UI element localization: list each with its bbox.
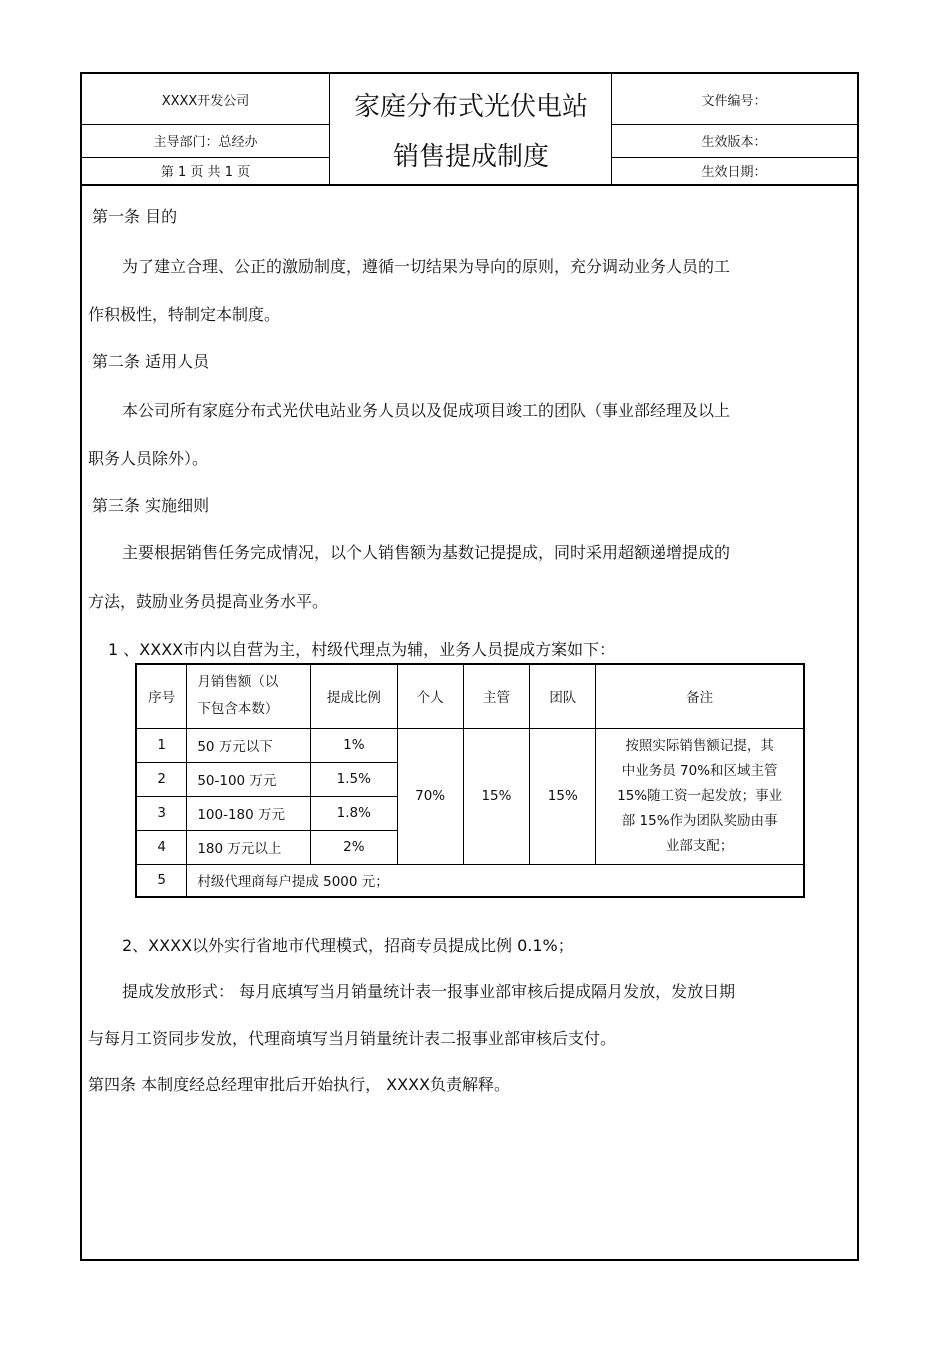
header-sales-line1: 月销售额（以 [197,674,279,691]
remark-line: 15%随工资一起发放；事业 [617,787,783,804]
header-team: 团队 [530,664,596,728]
remark-line: 业部支配； [665,837,734,854]
article-4-text: 第四条 本制度经总经理审批后开始执行， XXXX负责解释。 [88,1075,511,1094]
header-remark: 备注 [596,664,804,728]
header-rate: 提成比例 [310,664,397,728]
row-sales: 180 万元以上 [187,830,311,864]
remark-line: 按照实际销售额记提，其 [625,737,774,754]
header-sales-line2: 下包含本数） [197,701,279,718]
document-header [82,74,857,186]
team-share: 15% [530,728,596,864]
header-no: 序号 [136,664,187,728]
page-info: 第 1 页 共 1 页 [160,164,251,180]
row-sales: 100-180 万元 [187,796,311,830]
row-rate: 1% [310,728,397,762]
payment-paragraph: 提成发放形式： 每月底填写当月销量统计表一报事业部审核后提成隔月发放，发放日期 [122,982,736,1001]
article-1-heading: 第一条 目的 [92,207,178,226]
table-row [136,864,804,897]
row-no: 4 [136,830,187,864]
row-sales: 50-100 万元 [187,762,311,796]
header-personal: 个人 [397,664,463,728]
remark-line: 部 15%作为团队奖励由事 [621,812,778,829]
article-2-paragraph-cont: 职务人员除外）。 [88,449,209,468]
remark-line: 中业务员 70%和区域主管 [621,762,778,779]
header-sales [187,664,311,728]
department: 主导部门：总经办 [153,135,258,150]
personal-share: 70% [397,728,463,864]
item-2-text: 2、XXXX以外实行省地市代理模式，招商专员提成比例 0.1%； [122,936,574,955]
document-title-line2: 销售提成制度 [392,142,549,172]
row-no: 5 [136,864,187,897]
article-2-heading: 第二条 适用人员 [92,352,210,371]
commission-table [135,663,805,898]
remark-cell [596,728,804,864]
row-rate: 1.5% [310,762,397,796]
table-row [136,728,804,762]
supervisor-share: 15% [463,728,530,864]
company-name: XXXX开发公司 [161,93,250,109]
row-no: 3 [136,796,187,830]
row-sales: 50 万元以下 [187,728,311,762]
article-1-paragraph: 为了建立合理、公正的激励制度，遵循一切结果为导向的原则，充分调动业务人员的工 [122,257,731,276]
document-title-line1: 家庭分布式光伏电站 [353,92,588,122]
article-3-heading: 第三条 实施细则 [92,496,210,515]
document-frame [80,72,859,1261]
article-3-paragraph-cont: 方法，鼓励业务员提高业务水平。 [88,592,329,611]
row-no: 2 [136,762,187,796]
row-rate: 2% [310,830,397,864]
article-2-paragraph: 本公司所有家庭分布式光伏电站业务人员以及促成项目竣工的团队（事业部经理及以上 [122,401,731,420]
doc-number-label: 文件编号： [701,93,767,109]
table-header-row [136,664,804,728]
article-3-paragraph: 主要根据销售任务完成情况，以个人销售额为基数记提提成，同时采用超额递增提成的 [122,543,731,562]
row-no: 1 [136,728,187,762]
version-label: 生效版本： [701,135,767,150]
article-1-paragraph-cont: 作积极性，特制定本制度。 [88,305,281,324]
header-supervisor: 主管 [463,664,530,728]
item-1-text: 1 、XXXX市内以自营为主，村级代理点为辅，业务人员提成方案如下： [108,640,616,659]
village-agent-commission: 村级代理商每户提成 5000 元； [187,864,804,897]
effective-date-label: 生效日期： [701,164,767,180]
row-rate: 1.8% [310,796,397,830]
payment-paragraph-cont: 与每月工资同步发放，代理商填写当月销量统计表二报事业部审核后支付。 [88,1029,617,1048]
